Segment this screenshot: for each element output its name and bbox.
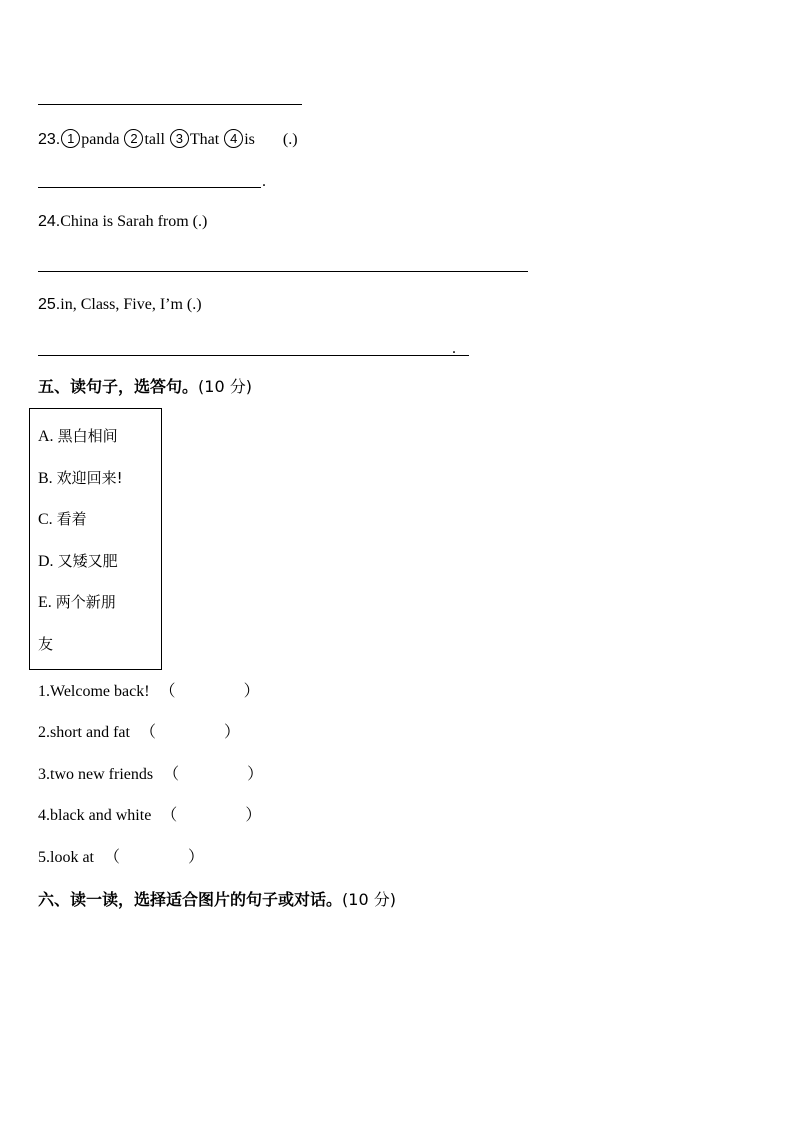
option-text: 看着 [56, 510, 87, 528]
option-letter: B. [38, 470, 53, 487]
close-paren: ） [245, 807, 262, 824]
word-option: tall [144, 131, 165, 148]
section-points: (10 分) [342, 890, 396, 909]
section-6-heading [38, 890, 396, 910]
question-25 [38, 295, 202, 315]
option-c [38, 509, 87, 530]
question-text: 3.two new friends [38, 766, 154, 783]
section-points: (10 分) [198, 377, 252, 396]
option-a [38, 426, 118, 447]
option-d [38, 551, 118, 572]
close-paren: ） [224, 724, 241, 741]
close-paren: ） [243, 683, 260, 700]
open-paren: （ [163, 766, 180, 783]
answer-line-22 [38, 104, 302, 105]
option-e [38, 592, 116, 613]
options-box [29, 408, 162, 670]
answer-line-23 [38, 187, 261, 188]
option-text-continued: 友 [38, 635, 54, 653]
option-letter: D. [38, 553, 54, 570]
answer-line-end: . [452, 340, 456, 357]
question-text: 4.black and white [38, 807, 152, 824]
punctuation-hint: (.) [282, 131, 298, 148]
open-paren: （ [159, 683, 176, 700]
open-paren: （ [161, 807, 178, 824]
question-text: 5.look at [38, 849, 94, 866]
section-title: 六、读一读，选择适合图片的句子或对话。 [38, 890, 343, 909]
match-question-4 [38, 806, 261, 826]
option-e-wrap [38, 634, 53, 655]
close-paren: ） [247, 766, 264, 783]
question-number: 24. [38, 213, 61, 230]
match-question-1 [38, 682, 260, 702]
match-question-2 [38, 723, 240, 743]
circled-number-4: 4 [224, 129, 243, 148]
answer-line-25 [38, 355, 469, 356]
match-question-3 [38, 765, 263, 785]
question-text: in, Class, Five, I’m (.) [60, 296, 202, 313]
word-option: is [244, 131, 255, 148]
option-b [38, 468, 123, 489]
answer-line-24 [38, 271, 528, 272]
circled-number-3: 3 [170, 129, 189, 148]
option-text: 黑白相间 [57, 427, 118, 445]
word-option: panda [81, 131, 120, 148]
word-option: That [189, 131, 220, 148]
option-text: 又矮又肥 [57, 552, 118, 570]
question-23 [38, 129, 298, 150]
answer-line-end: . [262, 173, 266, 190]
open-paren: （ [104, 849, 121, 866]
question-text: China is Sarah from (.) [60, 213, 208, 230]
section-title: 五、读句子，选答句。 [38, 377, 199, 396]
option-letter: E. [38, 594, 52, 611]
option-letter: C. [38, 511, 53, 528]
match-question-5 [38, 848, 204, 868]
option-letter: A. [38, 428, 54, 445]
question-number: 25. [38, 296, 61, 313]
section-5-heading [38, 377, 252, 397]
question-text: 2.short and fat [38, 724, 130, 741]
option-text: 两个新朋 [55, 593, 116, 611]
circled-number-2: 2 [124, 129, 143, 148]
question-number: 23. [38, 131, 61, 148]
option-text: 欢迎回来! [56, 469, 123, 487]
circled-number-1: 1 [61, 129, 80, 148]
question-text: 1.Welcome back! [38, 683, 150, 700]
close-paren: ） [188, 849, 205, 866]
question-24 [38, 212, 207, 232]
open-paren: （ [139, 724, 156, 741]
